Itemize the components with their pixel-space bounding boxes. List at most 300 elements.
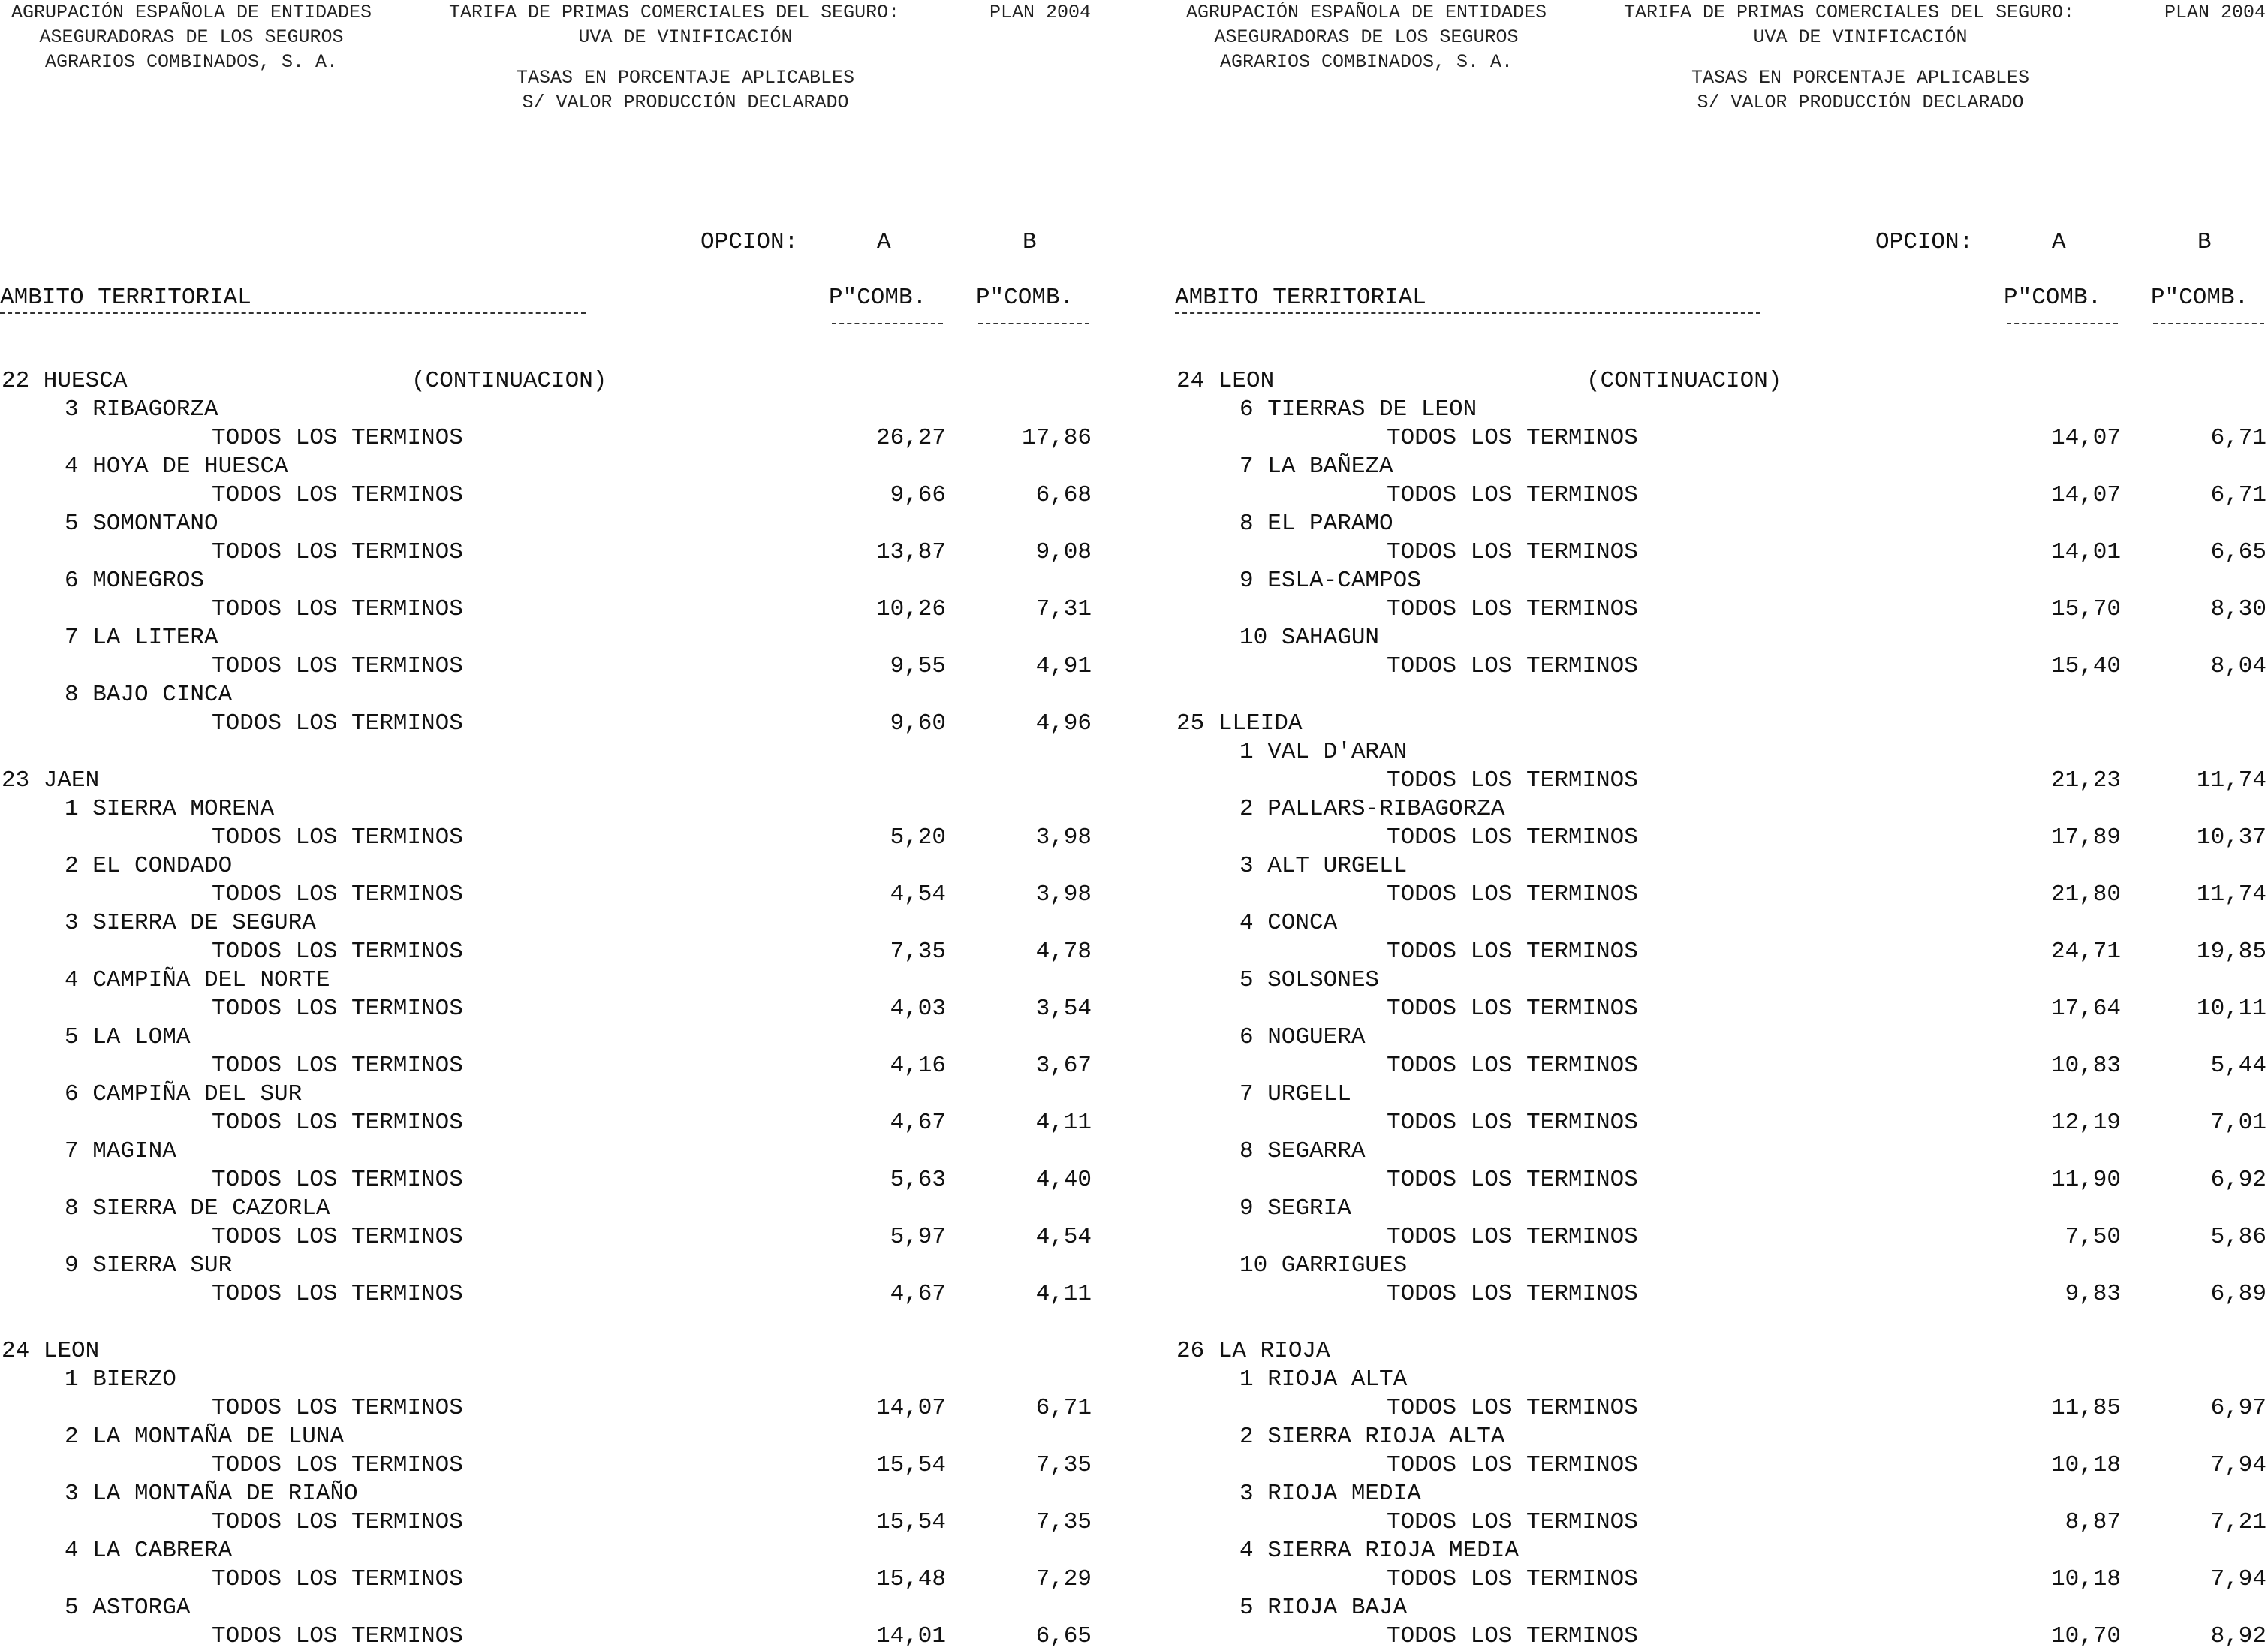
todos-terminos-label: TODOS LOS TERMINOS — [1387, 881, 1638, 908]
rate-option-b: 4,40 — [1035, 1167, 1092, 1193]
rate-option-b: 3,67 — [1035, 1053, 1092, 1079]
rate-option-a: 4,67 — [890, 1110, 946, 1136]
rate-option-a: 7,35 — [890, 938, 946, 965]
rate-option-a: 9,66 — [890, 482, 946, 508]
todos-terminos-label: TODOS LOS TERMINOS — [212, 1167, 463, 1193]
terminos-row — [1175, 824, 2268, 852]
province-label: 25 LLEIDA — [1176, 710, 1303, 737]
province-row — [0, 367, 1134, 396]
todos-terminos-label: TODOS LOS TERMINOS — [212, 1281, 463, 1307]
comarca-row — [0, 966, 1134, 995]
comarca-label: 3 LA MONTAÑA DE RIAÑO — [65, 1481, 358, 1507]
tariff-title — [1624, 0, 2097, 50]
terminos-row — [1175, 1622, 2268, 1651]
terminos-row — [1175, 652, 2268, 681]
row-spacer — [1175, 681, 2268, 710]
todos-terminos-label: TODOS LOS TERMINOS — [212, 824, 463, 851]
comarca-label: 2 EL CONDADO — [65, 853, 233, 879]
comarca-row — [0, 852, 1134, 881]
rate-option-b: 9,08 — [1035, 539, 1092, 565]
rate-option-b: 6,92 — [2210, 1167, 2266, 1193]
terminos-row — [1175, 1052, 2268, 1080]
comarca-label: 10 GARRIGUES — [1239, 1252, 1408, 1279]
terminos-row — [0, 1109, 1134, 1137]
rate-option-b: 3,54 — [1035, 996, 1092, 1022]
terminos-row — [1175, 1223, 2268, 1252]
comarca-row — [0, 1594, 1134, 1622]
comarca-row — [1175, 1195, 2268, 1223]
terminos-row — [1175, 1280, 2268, 1309]
rate-option-a: 10,18 — [2050, 1566, 2121, 1592]
rate-option-a: 15,48 — [875, 1566, 946, 1592]
continuacion-label: (CONTINUACION) — [411, 368, 607, 394]
comarca-row — [0, 1537, 1134, 1565]
comarca-label: 9 SEGRIA — [1239, 1195, 1351, 1222]
tariff-page-right — [1175, 0, 2268, 1649]
todos-terminos-label: TODOS LOS TERMINOS — [212, 938, 463, 965]
comarca-row — [0, 396, 1134, 424]
todos-terminos-label: TODOS LOS TERMINOS — [212, 653, 463, 679]
comarca-row — [1175, 1252, 2268, 1280]
terminos-row — [0, 595, 1134, 624]
rate-option-a: 10,26 — [875, 596, 946, 622]
tariff-rows-left — [0, 367, 1134, 1651]
rate-option-a: 13,87 — [875, 539, 946, 565]
todos-terminos-label: TODOS LOS TERMINOS — [212, 1053, 463, 1079]
comarca-row — [0, 567, 1134, 595]
comarca-row — [1175, 1023, 2268, 1052]
rate-option-b: 7,31 — [1035, 596, 1092, 622]
comarca-row — [1175, 1480, 2268, 1508]
terminos-row — [1175, 1109, 2268, 1137]
rate-option-a: 9,55 — [890, 653, 946, 679]
rate-option-a: 26,27 — [875, 425, 946, 451]
todos-terminos-label: TODOS LOS TERMINOS — [212, 710, 463, 737]
rate-option-b: 7,35 — [1035, 1452, 1092, 1478]
todos-terminos-label: TODOS LOS TERMINOS — [1387, 1509, 1638, 1535]
rates-subtitle — [1624, 65, 2097, 115]
rate-option-b: 6,71 — [2210, 482, 2266, 508]
todos-terminos-label: TODOS LOS TERMINOS — [212, 1566, 463, 1592]
rate-option-b: 8,92 — [2210, 1623, 2266, 1649]
row-spacer — [0, 738, 1134, 767]
comarca-row — [0, 1023, 1134, 1052]
province-row — [0, 767, 1134, 795]
comarca-row — [1175, 1423, 2268, 1451]
rate-option-b: 4,11 — [1035, 1281, 1092, 1307]
terminos-row — [0, 1622, 1134, 1651]
rate-option-b: 17,86 — [1021, 425, 1092, 451]
comarca-label: 8 EL PARAMO — [1239, 511, 1393, 537]
header-divider-a — [2007, 323, 2118, 324]
rate-option-b: 4,78 — [1035, 938, 1092, 965]
comarca-label: 8 BAJO CINCA — [65, 682, 233, 708]
rate-option-b: 6,68 — [1035, 482, 1092, 508]
rate-option-b: 10,11 — [2196, 996, 2266, 1022]
todos-terminos-label: TODOS LOS TERMINOS — [1387, 767, 1638, 794]
terminos-row — [1175, 881, 2268, 909]
comarca-row — [0, 624, 1134, 652]
todos-terminos-label: TODOS LOS TERMINOS — [1387, 1224, 1638, 1250]
comarca-label: 1 BIERZO — [65, 1366, 176, 1393]
rate-option-b: 5,86 — [2210, 1224, 2266, 1250]
opcion-a-label: A — [2052, 229, 2066, 255]
terminos-row — [0, 995, 1134, 1023]
rates-subtitle — [449, 65, 922, 115]
rate-option-a: 9,83 — [2065, 1281, 2121, 1307]
pcomb-b-header: P"COMB. — [976, 285, 1074, 311]
comarca-row — [0, 1195, 1134, 1223]
rate-option-a: 4,67 — [890, 1281, 946, 1307]
comarca-label: 2 SIERRA RIOJA ALTA — [1239, 1424, 1505, 1450]
todos-terminos-label: TODOS LOS TERMINOS — [212, 1509, 463, 1535]
pcomb-b-header: P"COMB. — [2151, 285, 2249, 311]
comarca-label: 5 ASTORGA — [65, 1595, 191, 1621]
rate-option-a: 10,18 — [2050, 1452, 2121, 1478]
comarca-row — [1175, 909, 2268, 938]
opcion-a-label: A — [877, 229, 891, 255]
rate-option-a: 10,70 — [2050, 1623, 2121, 1649]
terminos-row — [0, 1223, 1134, 1252]
terminos-row — [0, 1280, 1134, 1309]
rate-option-a: 14,07 — [875, 1395, 946, 1421]
comarca-row — [1175, 1594, 2268, 1622]
header-divider — [1175, 312, 1760, 314]
comarca-row — [1175, 453, 2268, 481]
province-row — [1175, 367, 2268, 396]
terminos-row — [0, 938, 1134, 966]
todos-terminos-label: TODOS LOS TERMINOS — [212, 996, 463, 1022]
comarca-row — [1175, 738, 2268, 767]
terminos-row — [1175, 938, 2268, 966]
terminos-row — [0, 1508, 1134, 1537]
province-label: 24 LEON — [1176, 368, 1275, 394]
terminos-row — [0, 652, 1134, 681]
todos-terminos-label: TODOS LOS TERMINOS — [1387, 824, 1638, 851]
comarca-label: 3 SIERRA DE SEGURA — [65, 910, 316, 936]
todos-terminos-label: TODOS LOS TERMINOS — [212, 1452, 463, 1478]
province-label: 24 LEON — [2, 1338, 100, 1364]
subtitle-line-2: S/ VALOR PRODUCCIÓN DECLARADO — [1697, 92, 2024, 113]
todos-terminos-label: TODOS LOS TERMINOS — [1387, 1395, 1638, 1421]
rate-option-b: 6,65 — [2210, 539, 2266, 565]
todos-terminos-label: TODOS LOS TERMINOS — [1387, 1623, 1638, 1649]
comarca-label: 5 RIOJA BAJA — [1239, 1595, 1408, 1621]
comarca-row — [1175, 1366, 2268, 1394]
rate-option-a: 21,80 — [2050, 881, 2121, 908]
todos-terminos-label: TODOS LOS TERMINOS — [1387, 1281, 1638, 1307]
rate-option-a: 4,54 — [890, 881, 946, 908]
todos-terminos-label: TODOS LOS TERMINOS — [1387, 425, 1638, 451]
comarca-label: 9 SIERRA SUR — [65, 1252, 233, 1279]
terminos-row — [0, 881, 1134, 909]
comarca-label: 3 RIBAGORZA — [65, 396, 218, 423]
rate-option-b: 8,04 — [2210, 653, 2266, 679]
rate-option-b: 6,71 — [1035, 1395, 1092, 1421]
comarca-row — [0, 681, 1134, 710]
rate-option-a: 14,01 — [2050, 539, 2121, 565]
rate-option-a: 15,40 — [2050, 653, 2121, 679]
comarca-label: 5 SOMONTANO — [65, 511, 218, 537]
plan-label: PLAN 2004 — [989, 2, 1092, 23]
rate-option-a: 17,89 — [2050, 824, 2121, 851]
opcion-label: OPCION: — [1875, 229, 1974, 255]
continuacion-label: (CONTINUACION) — [1586, 368, 1782, 394]
todos-terminos-label: TODOS LOS TERMINOS — [1387, 1167, 1638, 1193]
todos-terminos-label: TODOS LOS TERMINOS — [1387, 1452, 1638, 1478]
comarca-label: 8 SIERRA DE CAZORLA — [65, 1195, 330, 1222]
comarca-label: 4 CAMPIÑA DEL NORTE — [65, 967, 330, 993]
comarca-row — [1175, 1137, 2268, 1166]
rate-option-a: 11,85 — [2050, 1395, 2121, 1421]
comarca-label: 4 LA CABRERA — [65, 1538, 233, 1564]
row-spacer — [0, 1309, 1134, 1337]
tariff-page-left — [0, 0, 1134, 1649]
terminos-row — [1175, 481, 2268, 510]
rate-option-b: 19,85 — [2196, 938, 2266, 965]
comarca-row — [0, 1423, 1134, 1451]
province-row — [1175, 1337, 2268, 1366]
comarca-row — [1175, 795, 2268, 824]
comarca-label: 6 NOGUERA — [1239, 1024, 1366, 1050]
org-line-1: AGRUPACIÓN ESPAÑOLA DE ENTIDADES — [11, 2, 372, 23]
comarca-label: 4 SIERRA RIOJA MEDIA — [1239, 1538, 1520, 1564]
comarca-row — [1175, 567, 2268, 595]
header-divider — [0, 312, 586, 314]
comarca-row — [0, 1366, 1134, 1394]
rate-option-b: 4,54 — [1035, 1224, 1092, 1250]
comarca-label: 1 SIERRA MORENA — [65, 796, 275, 822]
org-line-3: AGRARIOS COMBINADOS, S. A. — [44, 51, 339, 73]
terminos-row — [1175, 995, 2268, 1023]
todos-terminos-label: TODOS LOS TERMINOS — [212, 1224, 463, 1250]
province-row — [1175, 710, 2268, 738]
terminos-row — [0, 710, 1134, 738]
todos-terminos-label: TODOS LOS TERMINOS — [212, 1395, 463, 1421]
rate-option-a: 5,97 — [890, 1224, 946, 1250]
todos-terminos-label: TODOS LOS TERMINOS — [212, 482, 463, 508]
todos-terminos-label: TODOS LOS TERMINOS — [1387, 1110, 1638, 1136]
todos-terminos-label: TODOS LOS TERMINOS — [1387, 1566, 1638, 1592]
header-divider-b — [978, 323, 1089, 324]
opcion-label: OPCION: — [700, 229, 799, 255]
comarca-row — [0, 510, 1134, 538]
title-line-1: TARIFA DE PRIMAS COMERCIALES DEL SEGURO: — [1624, 2, 2075, 23]
comarca-label: 8 SEGARRA — [1239, 1138, 1366, 1164]
rate-option-a: 11,90 — [2050, 1167, 2121, 1193]
header-divider-b — [2153, 323, 2264, 324]
terminos-row — [1175, 1565, 2268, 1594]
comarca-label: 4 HOYA DE HUESCA — [65, 453, 288, 480]
rate-option-a: 21,23 — [2050, 767, 2121, 794]
rate-option-a: 14,01 — [875, 1623, 946, 1649]
organization-header — [0, 0, 383, 74]
rate-option-a: 5,63 — [890, 1167, 946, 1193]
terminos-row — [1175, 767, 2268, 795]
subtitle-line-1: TASAS EN PORCENTAJE APLICABLES — [516, 67, 855, 89]
rate-option-a: 14,07 — [2050, 425, 2121, 451]
terminos-row — [1175, 1451, 2268, 1480]
comarca-label: 6 CAMPIÑA DEL SUR — [65, 1081, 303, 1107]
province-row — [0, 1337, 1134, 1366]
org-line-3: AGRARIOS COMBINADOS, S. A. — [1219, 51, 1514, 73]
rate-option-b: 7,01 — [2210, 1110, 2266, 1136]
opcion-b-label: B — [2197, 229, 2212, 255]
comarca-row — [0, 1137, 1134, 1166]
comarca-row — [0, 909, 1134, 938]
rate-option-b: 3,98 — [1035, 824, 1092, 851]
pcomb-a-header: P"COMB. — [2004, 285, 2102, 311]
comarca-label: 4 CONCA — [1239, 910, 1338, 936]
rate-option-b: 7,21 — [2210, 1509, 2266, 1535]
rate-option-a: 17,64 — [2050, 996, 2121, 1022]
comarca-row — [0, 1252, 1134, 1280]
subtitle-line-2: S/ VALOR PRODUCCIÓN DECLARADO — [522, 92, 849, 113]
terminos-row — [0, 1565, 1134, 1594]
todos-terminos-label: TODOS LOS TERMINOS — [212, 1110, 463, 1136]
comarca-row — [1175, 852, 2268, 881]
rate-option-a: 15,54 — [875, 1509, 946, 1535]
todos-terminos-label: TODOS LOS TERMINOS — [1387, 996, 1638, 1022]
todos-terminos-label: TODOS LOS TERMINOS — [1387, 482, 1638, 508]
rate-option-b: 4,96 — [1035, 710, 1092, 737]
tariff-rows-right — [1175, 367, 2268, 1651]
province-label: 22 HUESCA — [2, 368, 128, 394]
org-line-2: ASEGURADORAS DE LOS SEGUROS — [1214, 26, 1519, 48]
comarca-row — [1175, 966, 2268, 995]
comarca-label: 6 TIERRAS DE LEON — [1239, 396, 1477, 423]
row-spacer — [1175, 1309, 2268, 1337]
terminos-row — [0, 1394, 1134, 1423]
rate-option-b: 6,97 — [2210, 1395, 2266, 1421]
todos-terminos-label: TODOS LOS TERMINOS — [212, 596, 463, 622]
rate-option-b: 7,94 — [2210, 1566, 2266, 1592]
province-label: 26 LA RIOJA — [1176, 1338, 1330, 1364]
comarca-label: 7 MAGINA — [65, 1138, 176, 1164]
comarca-label: 7 LA LITERA — [65, 625, 218, 651]
todos-terminos-label: TODOS LOS TERMINOS — [1387, 596, 1638, 622]
rate-option-a: 10,83 — [2050, 1053, 2121, 1079]
terminos-row — [0, 824, 1134, 852]
terminos-row — [1175, 1394, 2268, 1423]
comarca-row — [0, 1080, 1134, 1109]
ambito-territorial-header: AMBITO TERRITORIAL — [0, 285, 251, 311]
comarca-row — [1175, 1537, 2268, 1565]
rate-option-a: 7,50 — [2065, 1224, 2121, 1250]
pcomb-a-header: P"COMB. — [829, 285, 927, 311]
terminos-row — [1175, 595, 2268, 624]
terminos-row — [1175, 538, 2268, 567]
todos-terminos-label: TODOS LOS TERMINOS — [212, 539, 463, 565]
todos-terminos-label: TODOS LOS TERMINOS — [1387, 539, 1638, 565]
terminos-row — [1175, 424, 2268, 453]
ambito-territorial-header: AMBITO TERRITORIAL — [1175, 285, 1426, 311]
comarca-row — [1175, 624, 2268, 652]
comarca-label: 2 PALLARS-RIBAGORZA — [1239, 796, 1505, 822]
rate-option-a: 24,71 — [2050, 938, 2121, 965]
rate-option-b: 8,30 — [2210, 596, 2266, 622]
comarca-row — [1175, 510, 2268, 538]
rate-option-b: 6,65 — [1035, 1623, 1092, 1649]
rate-option-b: 11,74 — [2196, 767, 2266, 794]
header-divider-a — [832, 323, 943, 324]
comarca-label: 2 LA MONTAÑA DE LUNA — [65, 1424, 345, 1450]
rate-option-a: 15,54 — [875, 1452, 946, 1478]
rate-option-b: 7,94 — [2210, 1452, 2266, 1478]
comarca-label: 3 RIOJA MEDIA — [1239, 1481, 1421, 1507]
opcion-b-label: B — [1023, 229, 1037, 255]
org-line-2: ASEGURADORAS DE LOS SEGUROS — [39, 26, 344, 48]
todos-terminos-label: TODOS LOS TERMINOS — [1387, 938, 1638, 965]
rate-option-b: 6,71 — [2210, 425, 2266, 451]
comarca-label: 10 SAHAGUN — [1239, 625, 1380, 651]
todos-terminos-label: TODOS LOS TERMINOS — [212, 1623, 463, 1649]
comarca-row — [1175, 1080, 2268, 1109]
subtitle-line-1: TASAS EN PORCENTAJE APLICABLES — [1691, 67, 2030, 89]
comarca-label: 9 ESLA-CAMPOS — [1239, 568, 1421, 594]
rate-option-b: 4,11 — [1035, 1110, 1092, 1136]
title-line-2: UVA DE VINIFICACIÓN — [578, 26, 793, 48]
comarca-row — [0, 795, 1134, 824]
todos-terminos-label: TODOS LOS TERMINOS — [212, 881, 463, 908]
terminos-row — [0, 1052, 1134, 1080]
province-label: 23 JAEN — [2, 767, 100, 794]
comarca-row — [0, 453, 1134, 481]
todos-terminos-label: TODOS LOS TERMINOS — [212, 425, 463, 451]
organization-header — [1175, 0, 1558, 74]
rate-option-a: 4,16 — [890, 1053, 946, 1079]
rate-option-b: 7,29 — [1035, 1566, 1092, 1592]
comarca-row — [1175, 396, 2268, 424]
rate-option-b: 5,44 — [2210, 1053, 2266, 1079]
todos-terminos-label: TODOS LOS TERMINOS — [1387, 653, 1638, 679]
comarca-label: 6 MONEGROS — [65, 568, 205, 594]
rate-option-a: 4,03 — [890, 996, 946, 1022]
rate-option-a: 12,19 — [2050, 1110, 2121, 1136]
tariff-title — [449, 0, 922, 50]
title-line-1: TARIFA DE PRIMAS COMERCIALES DEL SEGURO: — [449, 2, 900, 23]
terminos-row — [0, 481, 1134, 510]
terminos-row — [0, 538, 1134, 567]
rate-option-b: 7,35 — [1035, 1509, 1092, 1535]
rate-option-b: 6,89 — [2210, 1281, 2266, 1307]
terminos-row — [0, 1166, 1134, 1195]
org-line-1: AGRUPACIÓN ESPAÑOLA DE ENTIDADES — [1185, 2, 1547, 23]
comarca-label: 7 LA BAÑEZA — [1239, 453, 1393, 480]
terminos-row — [1175, 1166, 2268, 1195]
rate-option-b: 11,74 — [2196, 881, 2266, 908]
todos-terminos-label: TODOS LOS TERMINOS — [1387, 1053, 1638, 1079]
comarca-label: 1 RIOJA ALTA — [1239, 1366, 1408, 1393]
comarca-label: 5 SOLSONES — [1239, 967, 1380, 993]
rate-option-a: 9,60 — [890, 710, 946, 737]
rate-option-b: 10,37 — [2196, 824, 2266, 851]
title-line-2: UVA DE VINIFICACIÓN — [1753, 26, 1968, 48]
terminos-row — [1175, 1508, 2268, 1537]
comarca-label: 1 VAL D'ARAN — [1239, 739, 1408, 765]
rate-option-a: 15,70 — [2050, 596, 2121, 622]
plan-label: PLAN 2004 — [2164, 2, 2266, 23]
comarca-label: 7 URGELL — [1239, 1081, 1351, 1107]
rate-option-b: 3,98 — [1035, 881, 1092, 908]
rate-option-a: 8,87 — [2065, 1509, 2121, 1535]
terminos-row — [0, 1451, 1134, 1480]
terminos-row — [0, 424, 1134, 453]
rate-option-a: 5,20 — [890, 824, 946, 851]
comarca-row — [0, 1480, 1134, 1508]
rate-option-b: 4,91 — [1035, 653, 1092, 679]
comarca-label: 3 ALT URGELL — [1239, 853, 1408, 879]
